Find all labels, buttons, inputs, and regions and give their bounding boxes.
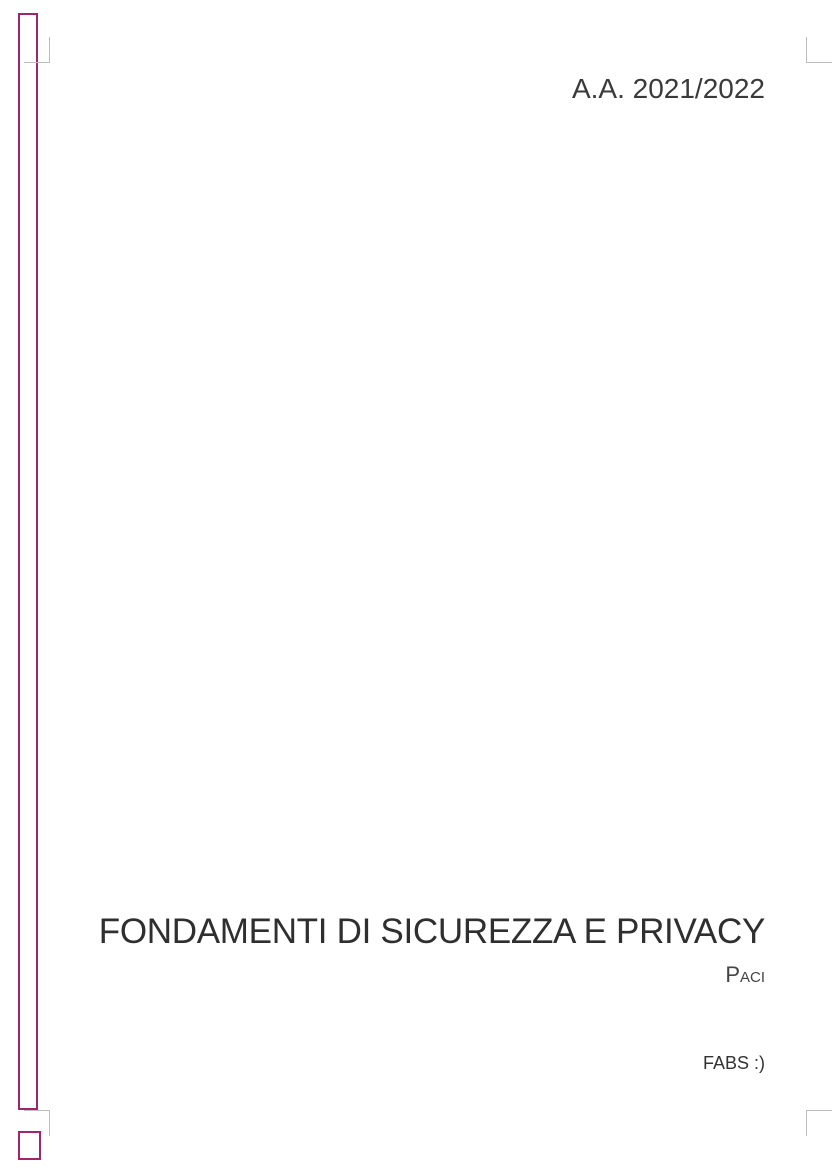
document-title: FONDAMENTI DI SICUREZZA E PRIVACY <box>98 912 765 951</box>
author-name: Paci <box>725 962 765 987</box>
crop-mark-bottom-right <box>806 1110 832 1136</box>
crop-mark-top-left <box>24 37 50 63</box>
sidebar-accent-bar <box>18 13 38 1110</box>
crop-mark-bottom-left <box>24 1110 50 1136</box>
crop-mark-top-right <box>806 37 832 63</box>
academic-year: A.A. 2021/2022 <box>571 73 765 104</box>
byline: FABS :) <box>702 1053 765 1073</box>
